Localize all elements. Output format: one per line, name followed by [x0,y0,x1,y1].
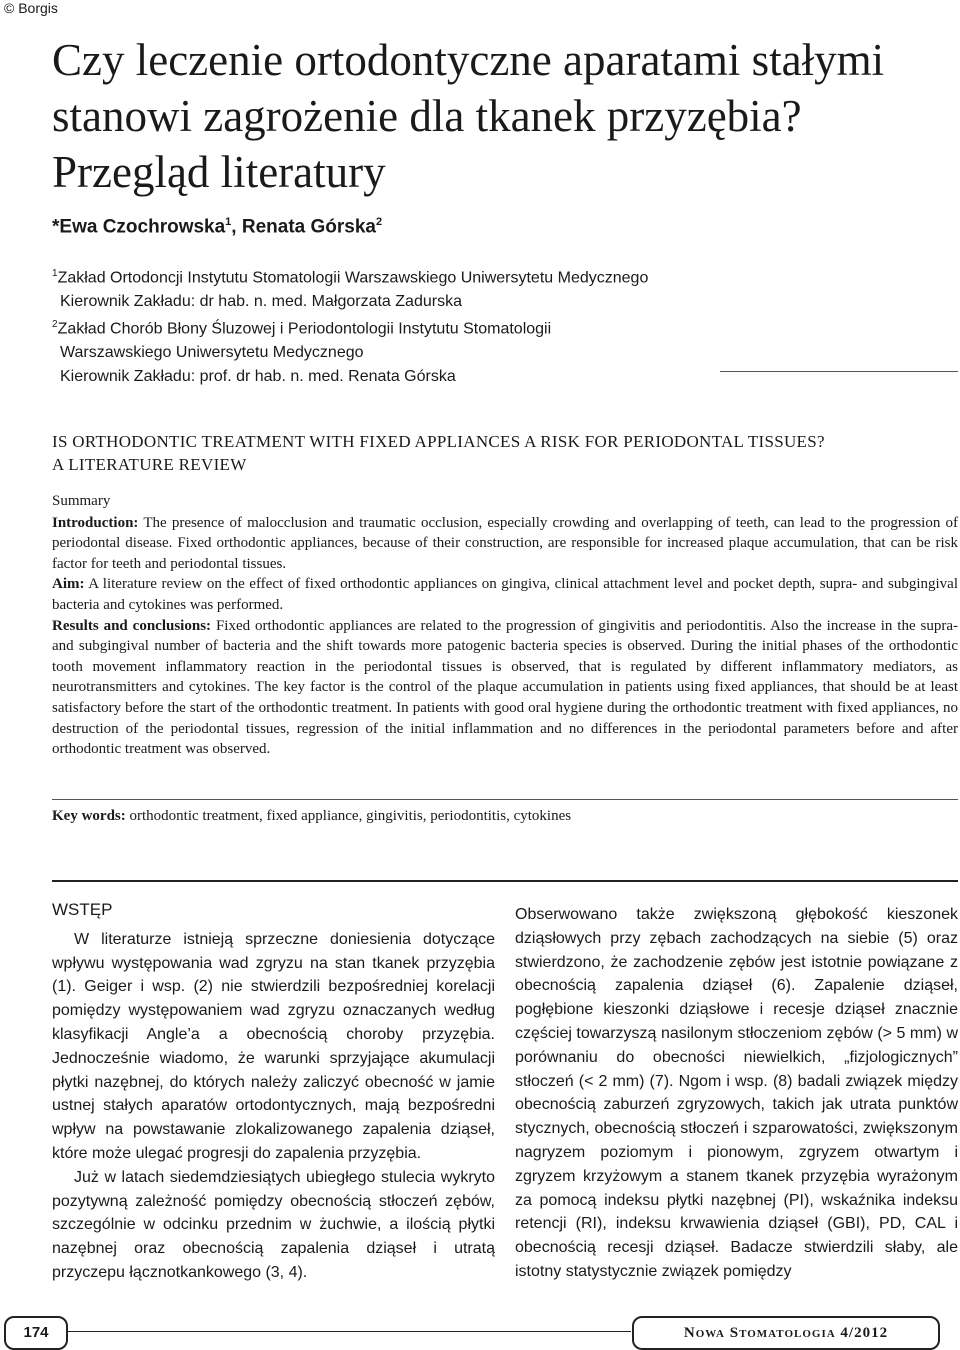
affiliation-1-head: Kierownik Zakładu: dr hab. n. med. Małgorzata Zadurska [60,292,462,310]
journal-name: Nowa Stomatologia 4/2012 [632,1316,940,1350]
copyright-notice: © Borgis [4,0,58,16]
english-title-line-2: A LITERATURE REVIEW [52,455,247,474]
author-2-sup: 2 [375,216,383,228]
affiliations [52,262,648,388]
introduction-label: Introduction: [52,514,139,531]
affiliation-2-line-2: Warszawskiego Uniwersytetu Medycznego [60,344,364,362]
summary-results [52,616,958,760]
affiliation-2-line-1: Zakład Chorób Błony Śluzowej i Periodontologii Instytutu Stomatologii [57,320,552,338]
body-divider [52,880,958,882]
summary-heading: Summary [52,493,111,509]
article-title [52,32,952,200]
authors [52,216,382,238]
title-line-1: Czy leczenie ortodontyczne aparatami stałymi [52,35,885,85]
results-text: Fixed orthodontic appliances are related to the progression of gingivitis and periodontitis. Also the increase in the supra- and subgingival number of bacteria and the shift towards more patogenic bacteria species is observed. During the initial phases of the orthodontic tooth movement inflammatory reaction in the periodontal tissues is observed, that is regulated by different inflammatory mediators, as neurotransmitters and cytokines. The key factor is the control of the plaque accumulation in patients using fixed appliances, that should be at least satisfactory before the start of the orthodontic treatment. In patients with good oral hygiene during the orthodontic treatment with fixed appliances, no destruction of the periodontal tissues, regression of the initial inflammation and no differences in the periodontal parameters before and after orthodontic treatment was observed. [52,617,958,758]
paragraph: Już w latach siedemdziesiątych ubiegłego stulecia wykryto pozytywną zależność pomiędzy obecnością stłoczeń zębów, szczególnie w odcinku przednim w żuchwie, a ilością płytki nazębnej oraz obecnością zapalenia dziąseł i utratą przyczepu łącznotkankowego (3, 4). [52,1168,495,1281]
aim-label: Aim: [52,576,85,593]
aim-text: A literature review on the effect of fixed orthodontic appliances on gingiva, clinical attachment level and pocket depth, supra- and subgingival bacteria and cytokines was performed. [52,576,958,613]
body-column-left [52,898,495,1285]
affiliation-2-head: Kierownik Zakładu: prof. dr hab. n. med. Renata Górska [60,367,456,385]
keywords-divider [52,799,958,800]
affiliation-divider [720,371,958,372]
paragraph: Obserwowano także zwiększoną głębokość kieszonek dziąsłowych przy zębach zachodzących na siebie (5) oraz stwierdzono, że zachodzenie zębów jest istotnie powiązane z obecnością zapalenia dziąseł (6). Zapalenie dziąseł, pogłębione kieszonki dziąsłowe i recesje dziąseł znacznie częściej towarzyszą nasilonym stłoczeniom zębów (> 5 mm) w porównaniu do obecności niewielkich, „fizjologicznych” stłoczeń (< 2 mm) (7). Ngom i wsp. (8) badali związek między obecnością zaburzeń zgryzowych, takich jak utrata punktów stycznych, obecnością stłoczeń i szparowatości, zwiększonym nagryzem poziomym i pionowym, zgryzem otwartym i zgryzem krzyżowym a stanem tkanek przyzębia wyrażonym za pomocą indeksu płytki nazębnej (PI), wskaźnika indeksu retencji (RI), indeksu krwawienia dziąseł (GBI), PD, CAL i obecnością recesji dziąseł. Badacze stwierdzili słaby, ale istotny statystycznie związek pomiędzy [515,906,958,1280]
author-1-sup: 1 [225,216,232,228]
section-title: WSTĘP [52,900,113,919]
affiliation-2-sup: 2 [52,319,58,331]
author-2-name: Renata Górska [241,216,376,238]
page-number: 174 [4,1316,68,1350]
summary-introduction [52,513,958,575]
keywords [52,808,571,825]
affiliation-1-sup: 1 [52,268,58,279]
footer-divider [66,1331,631,1332]
results-label: Results and conclusions: [52,617,212,634]
title-line-3: Przegląd literatury [52,147,386,197]
affiliation-1-text: Zakład Ortodoncji Instytutu Stomatologii Warszawskiego Uniwersytetu Medycznego [57,269,649,287]
author-1-name: *Ewa Czochrowska [52,216,226,238]
title-line-2: stanowi zagrożenie dla tkanek przyzębia? [52,91,802,141]
english-title-line-1: IS ORTHODONTIC TREATMENT WITH FIXED APPLIANCES A RISK FOR PERIODONTAL TISSUES? [52,432,825,451]
author-separator: , [231,216,242,238]
paragraph: W literaturze istnieją sprzeczne doniesienia dotyczące wpływu występowania wad zgryzu na stan tkanek przyzębia (1). Geiger i wsp. (2) nie stwierdzili bezpośredniej korelacji pomiędzy występowaniem wad zgryzu oznaczanych według klasyfikacji Angle’a a obecnością choroby przyzębia. Jednocześnie wiadomo, że warunki sprzyjające akumulacji płytki nazębnej, do których należy zaliczyć obecność w jamie ustnej stałych aparatów ortodontycznych, mają bezpośredni wpływ na powstawanie zlokalizowanego zapalenia dziąseł, które może ulegać progresji do zapalenia przyzębia. [52,930,495,1162]
summary [52,491,958,760]
body-column-right [515,903,958,1284]
keywords-text: orthodontic treatment, fixed appliance, gingivitis, periodontitis, cytokines [125,808,572,824]
affiliation-1 [52,262,648,290]
english-title [52,430,952,476]
affiliation-2 [52,313,648,341]
keywords-label: Key words: [52,808,126,824]
introduction-text: The presence of malocclusion and traumatic occlusion, especially crowding and overlapping of teeth, can lead to the progression of periodontal disease. Fixed orthodontic appliances, because of their construction, are responsible for increased plaque accumulation, that can be risk factor for teeth and periodontal tissues. [52,514,958,572]
summary-aim [52,574,958,615]
